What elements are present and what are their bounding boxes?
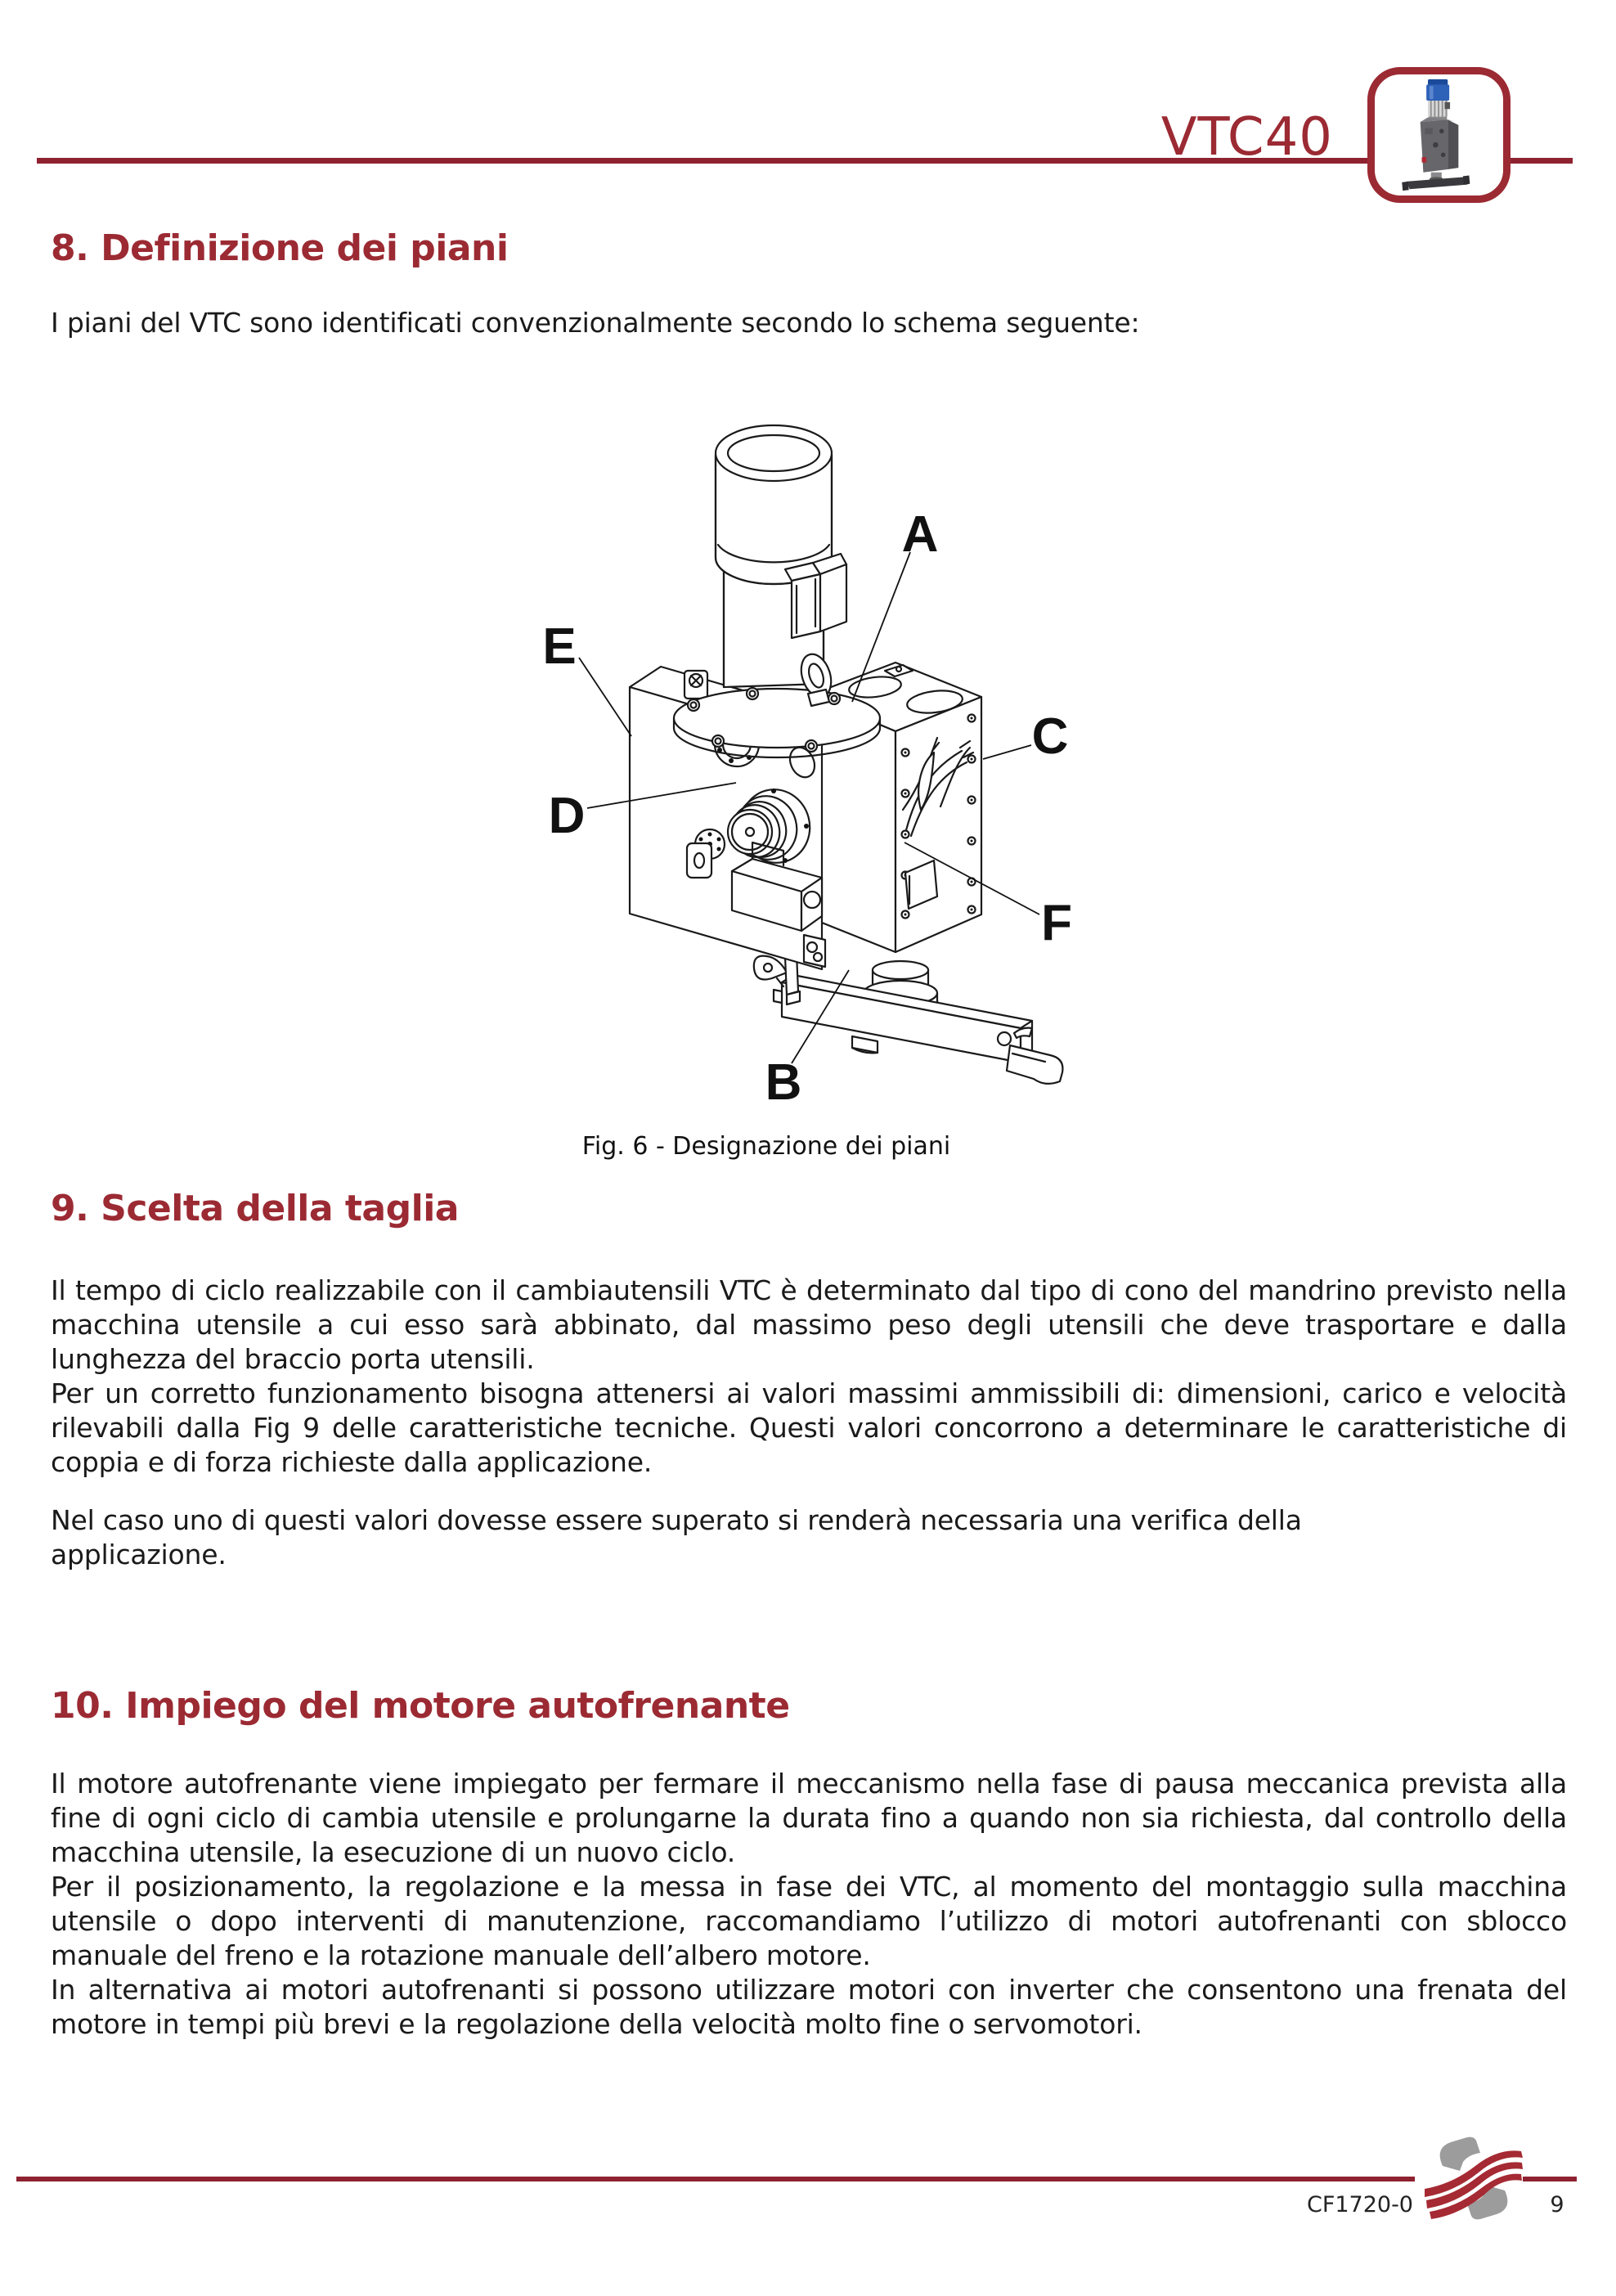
terminal-box — [785, 554, 846, 638]
section-8-paragraph: I piani del VTC sono identificati convenzionalmente secondo lo schema seguente: — [51, 307, 1140, 339]
section-9-heading: 9. Scelta della taglia — [51, 1188, 459, 1229]
section-10-paragraph-1: Il motore autofrenante viene impiegato per fermare il meccanismo nella fase di pausa meccanica prevista alla fine di ogni ciclo di cambia utensile e prolungarne la durata fino a quando non sia richiesta, dal controllo della macchina utensile, la esecuzione di un nuovo ciclo. — [51, 1768, 1567, 1868]
section-8-heading: 8. Definizione dei piani — [51, 227, 509, 269]
logo-gray-shape-top — [1440, 2137, 1480, 2171]
motor-group — [674, 425, 880, 757]
section-10-heading: 10. Impiego del motore autofrenante — [51, 1685, 790, 1727]
page-title: VTC40 — [1160, 107, 1333, 168]
figure-6-diagram — [483, 384, 1145, 1121]
section-10-paragraph-3: In alternativa ai motori autofrenanti si possono utilizzare motori con inverter che consentono una frenata del motore in tempi più brevi e la regolazione della velocità molto fine o servomotori. — [51, 1974, 1567, 2040]
section-9-paragraph-3: Nel caso uno di questi valori dovesse essere superato si renderà necessaria una verifica della applicazione. — [51, 1504, 1302, 1570]
figure-caption: Fig. 6 - Designazione dei piani — [581, 1132, 951, 1161]
figure-label-a: A — [901, 506, 939, 563]
header-logo-box — [1367, 67, 1511, 203]
header-rule-right — [1510, 158, 1573, 164]
section-9-paragraph-1: Il tempo di ciclo realizzabile con il cambiautensili VTC è determinato dal tipo di cono del mandrino previsto nella macchina utensile a cui esso sarà abbinato, dal massimo peso degli utensili che deve trasportare e dalla lunghezza del braccio porta utensili. — [51, 1274, 1567, 1375]
company-logo — [1425, 2136, 1523, 2222]
figure-label-d: D — [548, 788, 586, 844]
footer-rule-left — [16, 2177, 1415, 2181]
figure-label-f: F — [1041, 895, 1072, 951]
product-photo-icon — [1397, 78, 1482, 192]
footer-rule-right — [1523, 2177, 1577, 2181]
figure-label-c: C — [1031, 708, 1069, 765]
footer-page-number: 9 — [1550, 2192, 1564, 2217]
section-9-paragraph-2: Per un corretto funzionamento bisogna attenersi ai valori massimi ammissibili di: dimensioni, carico e velocità rilevabili dalla Fig 9 delle caratteristiche tecniche. Questi valori concorrono a determinare le caratteristiche di coppia e di forza richieste dalla applicazione. — [51, 1377, 1567, 1478]
figure-label-b: B — [765, 1054, 802, 1111]
footer-document-code: CF1720-0 — [1306, 2192, 1413, 2217]
figure-label-e: E — [542, 618, 577, 675]
section-10-paragraph-2: Per il posizionamento, la regolazione e la messa in fase dei VTC, al momento del montaggio sulla macchina utensile o dopo interventi di manutenzione, raccomandiamo l’utilizzo di motori autofrenanti con sblocco manuale del freno e la rotazione manuale dell’albero motore. — [51, 1871, 1567, 1971]
